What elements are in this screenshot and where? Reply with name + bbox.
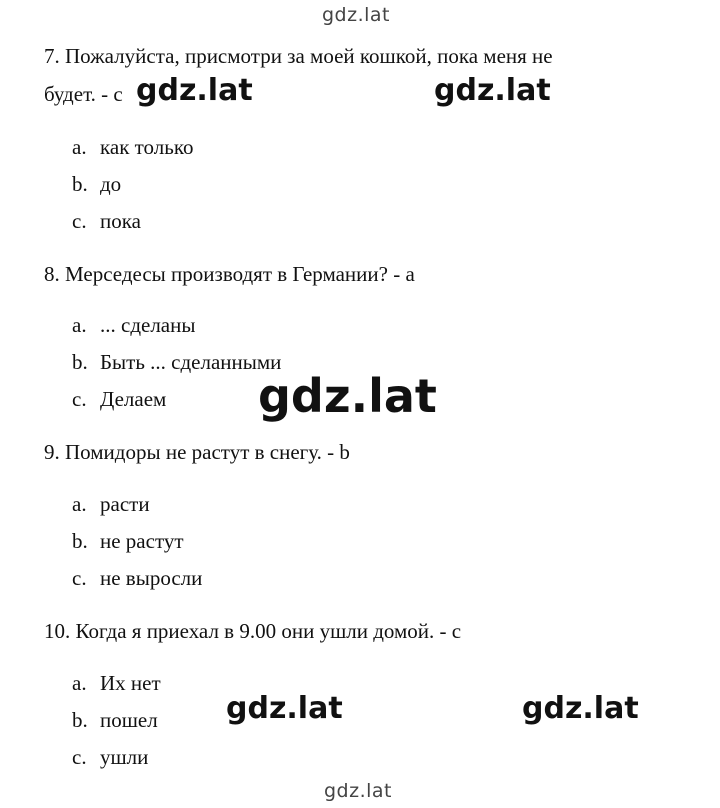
question-8-option-c — [72, 387, 166, 412]
option-letter: a. — [72, 135, 87, 159]
question-9-option-a — [72, 492, 150, 517]
question-7-text: 7. Пожалуйста, присмотри за моей кошкой, пока меня не — [44, 44, 553, 68]
option-letter: b. — [72, 172, 88, 196]
option-letter: c. — [72, 209, 87, 233]
option-letter: a. — [72, 313, 87, 337]
option-text: пока — [100, 209, 141, 233]
watermark-overlay: gdz.lat — [522, 694, 643, 724]
option-text: пошел — [100, 708, 158, 732]
option-text: Быть ... сделанными — [100, 350, 282, 374]
question-9-option-b — [72, 529, 184, 554]
option-text: Делаем — [100, 387, 167, 411]
question-7-option-b — [72, 172, 121, 197]
question-7-option-c — [72, 209, 141, 234]
question-8-option-a — [72, 313, 195, 338]
option-letter: b. — [72, 708, 88, 732]
option-letter: c. — [72, 387, 87, 411]
option-letter: b. — [72, 350, 88, 374]
option-letter: c. — [72, 745, 87, 769]
watermark-overlay: gdz.lat — [434, 76, 555, 106]
watermark-top: gdz.lat — [322, 4, 391, 26]
watermark-bottom: gdz.lat — [324, 780, 393, 802]
question-10-text: 10. Когда я приехал в 9.00 они ушли домой. - с — [44, 619, 462, 643]
option-letter: a. — [72, 671, 87, 695]
watermark-overlay: gdz.lat — [136, 76, 257, 106]
question-10-option-b — [72, 708, 158, 733]
option-text: расти — [100, 492, 150, 516]
question-10-option-a — [72, 671, 161, 696]
question-10-option-c — [72, 745, 148, 770]
question-7-text-continued: будет. - с — [44, 82, 123, 106]
option-text: не растут — [100, 529, 184, 553]
question-8-text: 8. Мерседесы производят в Германии? - а — [44, 262, 415, 286]
watermark-center: gdz.lat — [258, 369, 437, 423]
watermark-overlay: gdz.lat — [226, 694, 347, 724]
option-text: ... сделаны — [100, 313, 196, 337]
option-letter: a. — [72, 492, 87, 516]
question-8-option-b — [72, 350, 281, 375]
option-letter: c. — [72, 566, 87, 590]
option-letter: b. — [72, 529, 88, 553]
option-text: не выросли — [100, 566, 203, 590]
question-9-text: 9. Помидоры не растут в снегу. - b — [44, 440, 350, 464]
option-text: ушли — [100, 745, 149, 769]
option-text: Их нет — [100, 671, 161, 695]
question-7-option-a — [72, 135, 193, 160]
option-text: до — [100, 172, 122, 196]
option-text: как только — [100, 135, 194, 159]
question-9-option-c — [72, 566, 202, 591]
